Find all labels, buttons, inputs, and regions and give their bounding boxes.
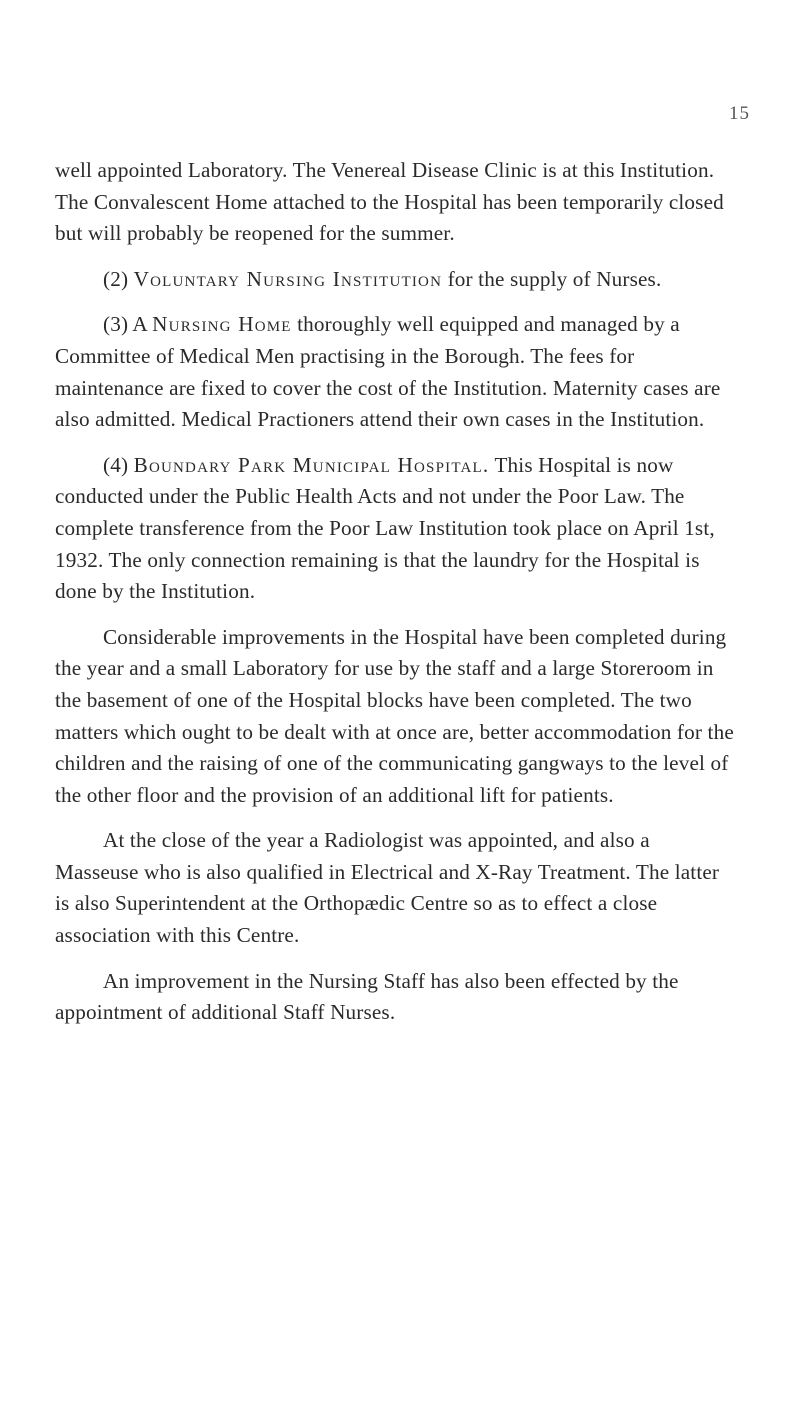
paragraph-heading: Voluntary Nursing Institution (133, 266, 443, 291)
paragraph-nursing-home (55, 309, 736, 435)
paragraph-voluntary-nursing (55, 264, 736, 296)
paragraph-radiologist (55, 825, 736, 951)
paragraph-text: thoroughly well equipped and managed by a Committee of Medical Men practising in the Borough. The fees for maintenance are fixed to cover the cost of the Institution. Maternity cases are also admitted. Medical Practioners attend their own cases in the Institution. (55, 312, 721, 432)
paragraph-prefix: (3) A (103, 312, 153, 337)
paragraph-heading: Boundary Park Municipal Hospital. (133, 452, 490, 477)
paragraph-text: An improvement in the Nursing Staff has also been effected by the appointment of additional Staff Nurses. (55, 968, 679, 1025)
paragraph-heading: Nursing Home (152, 312, 292, 337)
paragraph-improvements (55, 622, 736, 812)
paragraph-boundary-park (55, 450, 736, 608)
paragraph-laboratory (55, 155, 736, 250)
paragraph-prefix: (4) (103, 452, 134, 477)
paragraph-text: At the close of the year a Radiologist was appointed, and also a Masseuse who is also qualified in Electrical and X-Ray Treatment. The latter is also Superintendent at the Orthopædic Centre so as to effect a close association with this Centre. (55, 828, 720, 948)
page-number: 15 (729, 103, 750, 124)
paragraph-prefix: (2) (103, 266, 134, 291)
paragraph-nursing-staff (55, 966, 736, 1029)
body-text (55, 155, 736, 1043)
paragraph-text: well appointed Laboratory. The Venereal Disease Clinic is at this Institution. The Convalescent Home attached to the Hospital has been temporarily closed but will probably be reopened for the summer. (55, 158, 724, 246)
paragraph-text: for the supply of Nurses. (442, 266, 662, 291)
paragraph-text: This Hospital is now conducted under the Public Health Acts and not under the Poor Law. The complete transference from the Poor Law Institution took place on April 1st, 1932. The only connection remaining is that the laundry for the Hospital is done by the Institution. (55, 452, 715, 604)
paragraph-text: Considerable improvements in the Hospital have been completed during the year and a small Laboratory for use by the staff and a large Storeroom in the basement of one of the Hospital blocks have been completed. The two matters which ought to be dealt with at once are, better accommodation for the children and the raising of one of the communicating gangways to the level of the other floor and the provision of an additional lift for patients. (55, 624, 734, 807)
